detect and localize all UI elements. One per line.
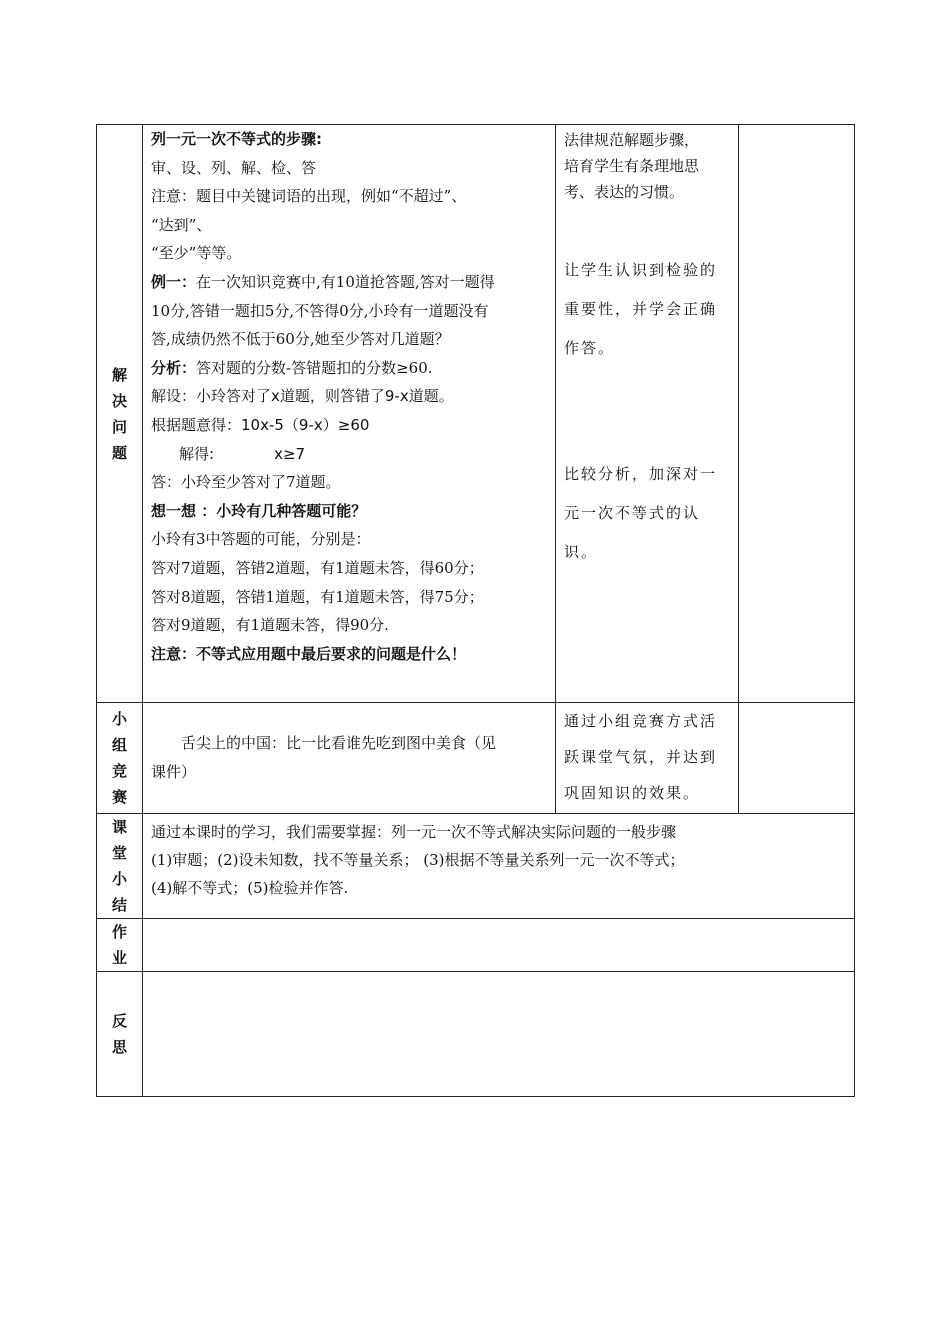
think-prompt: 想一想 ：小玲有几种答题可能？ <box>151 501 367 520</box>
note-3: 比较分析，加深对一 元一次不等式的认 识。 <box>564 465 718 561</box>
setup: 解设：小玲答对了x道题，则答错了9-x道题。 <box>151 387 454 406</box>
final-note: 注意：不等式应用题中最后要求的问题是什么！ <box>151 644 467 663</box>
solution: x≥7 <box>274 444 306 463</box>
attention-1: 注意：题目中关键词语的出现，例如“不超过”、 <box>151 187 467 206</box>
note-2: 让学生认识到检验的 重要性，并学会正确 作答。 <box>564 261 718 357</box>
steps-title: 列一元一次不等式的步骤: <box>151 130 322 148</box>
group-notes: 通过小组竞赛方式活 跃课堂气氛，并达到 巩固知识的效果。 <box>556 703 739 814</box>
homework-row <box>97 919 855 972</box>
attention-2: “达到”、 <box>151 215 212 234</box>
summary-row <box>97 814 855 919</box>
reflection-content <box>143 972 855 1097</box>
example-line-3: 答,成绩仍然不低于60分,她至少答对几道题？ <box>151 330 450 349</box>
group-content <box>143 703 556 814</box>
group-row <box>97 703 855 814</box>
example-line-2: 10分,答错一题扣5分,不答得0分,小玲有一道题没有 <box>151 301 489 320</box>
equation: 根据题意得：10x-5（9-x）≥60 <box>151 415 370 434</box>
category-group: 小组竞赛 <box>97 703 143 814</box>
example-line-1: 例一：在一次知识竞赛中,有10道抢答题,答对一题得 <box>151 272 495 291</box>
category-homework: 作业 <box>97 919 143 972</box>
summary-line-1: 通过本课时的学习，我们需要掌握：列一元一次不等式解决实际问题的一般步骤 <box>151 823 677 841</box>
case-2: 答对8道题，答错1道题，有1道题未答，得75分； <box>151 587 484 606</box>
solution-line <box>151 440 547 469</box>
solve-notes <box>556 125 739 703</box>
homework-content <box>143 919 855 972</box>
case-1: 答对7道题，答错2道题，有1道题未答，得60分； <box>151 558 484 577</box>
case-3: 答对9道题，有1道题未答，得90分. <box>151 616 389 635</box>
summary-content <box>143 814 855 919</box>
analysis-label: 分析： <box>151 358 197 377</box>
group-content-2: 课件） <box>151 763 197 781</box>
attention-3: “至少”等等。 <box>151 244 242 263</box>
steps: 审、设、列、解、检、答 <box>151 158 317 177</box>
reflection-row <box>97 972 855 1097</box>
category-summary: 课堂小结 <box>97 814 143 919</box>
note-1: 法律规范解题步骤， 培育学生有条理地思 考、表达的习惯。 <box>564 131 700 201</box>
example-label: 例一： <box>151 272 197 291</box>
solve-content <box>143 125 556 703</box>
category-reflection: 反思 <box>97 972 143 1097</box>
lesson-plan-table <box>96 124 855 1097</box>
summary-line-2: (1)审题；(2)设未知数，找不等量关系； (3)根据不等量关系列一元一次不等式； <box>151 851 685 869</box>
summary-line-3: (4)解不等式；(5)检验并作答. <box>151 879 349 897</box>
solve-extra <box>739 125 855 703</box>
possibilities: 小玲有3中答题的可能，分别是： <box>151 530 371 549</box>
solve-label: 解得: <box>179 444 215 463</box>
answer: 答：小玲至少答对了7道题。 <box>151 473 341 492</box>
analysis: 分析：答对题的分数-答错题扣的分数≥60. <box>151 358 433 377</box>
group-content-1: 舌尖上的中国：比一比看谁先吃到图中美食（见 <box>181 734 497 753</box>
solve-row <box>97 125 855 703</box>
group-extra <box>739 703 855 814</box>
category-solve: 解决问题 <box>97 125 143 703</box>
